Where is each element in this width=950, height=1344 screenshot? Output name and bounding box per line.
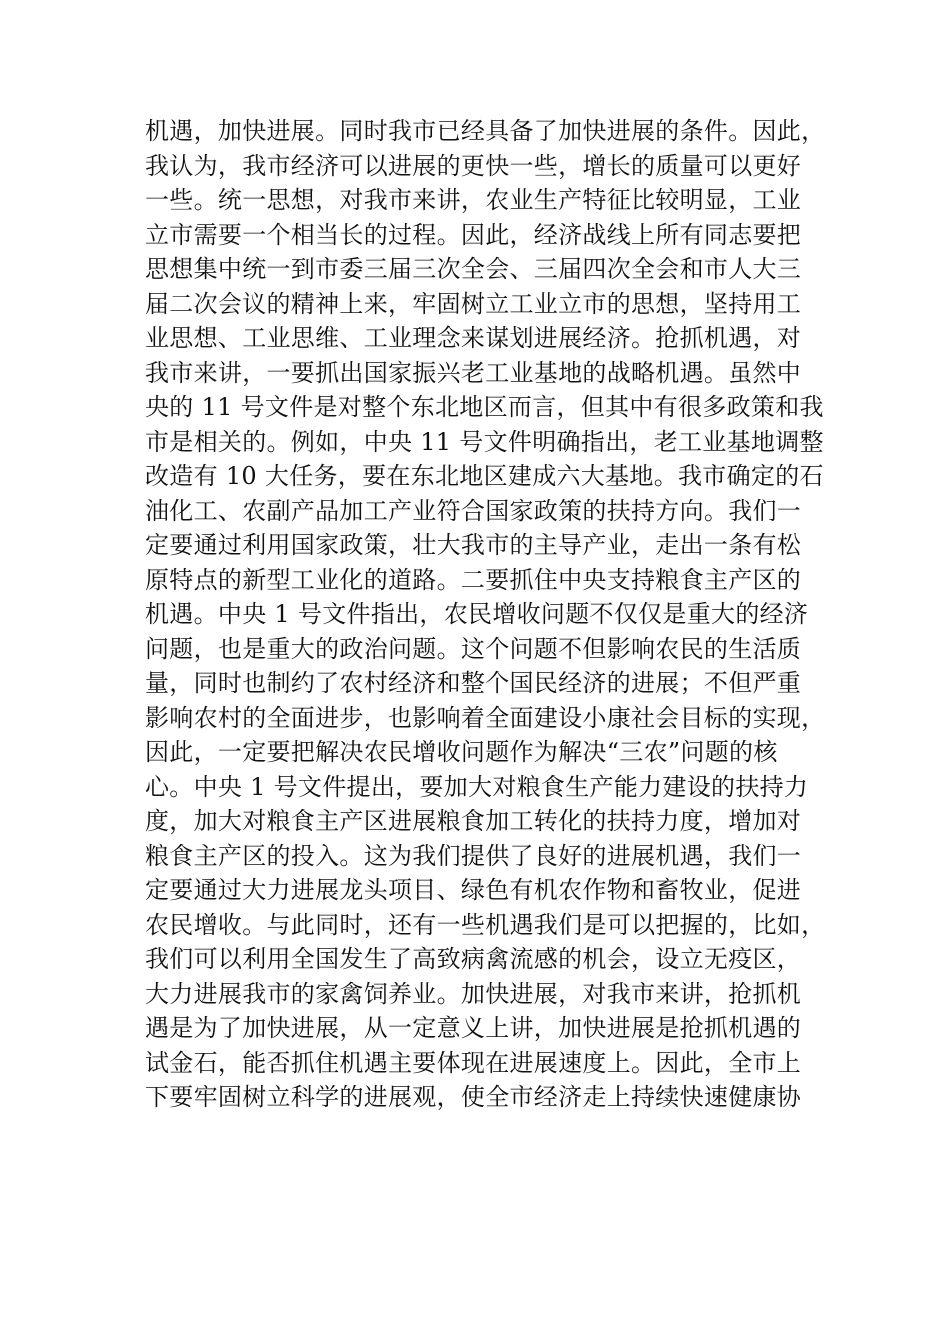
text-line: 量，同时也制约了农村经济和整个国民经济的进展；不但严重 xyxy=(145,669,802,697)
text-line: 思想集中统一到市委三届三次全会、三届四次全会和市人大三 xyxy=(145,255,802,283)
text-line: 下要牢固树立科学的进展观，使全市经济走上持续快速健康协 xyxy=(145,1083,802,1111)
text-line: 影响农村的全面进步，也影响着全面建设小康社会目标的实现， xyxy=(145,703,826,732)
text-line: 我市来讲，一要抓出国家振兴老工业基地的战略机遇。虽然中 xyxy=(145,358,802,387)
text-line: 一些。统一思想，对我市来讲，农业生产特征比较明显，工业 xyxy=(145,186,802,214)
text-line: 立市需要一个相当长的过程。因此，经济战线上所有同志要把 xyxy=(145,220,802,249)
text-line: 原特点的新型工业化的道路。二要抓住中央支持粮食主产区的 xyxy=(145,565,802,594)
text-line: 市是相关的。例如，中央 11 号文件明确指出，老工业基地调整 xyxy=(145,427,824,456)
body-text xyxy=(145,114,826,1115)
text-line: 机遇。中央 1 号文件指出，农民增收问题不仅仅是重大的经济 xyxy=(145,600,809,628)
text-line: 心。中央 1 号文件提出，要加大对粮食生产能力建设的扶持力 xyxy=(145,772,809,801)
text-line: 届二次会议的精神上来，牢固树立工业立市的思想，坚持用工 xyxy=(145,289,802,318)
text-line: 农民增收。与此同时，还有一些机遇我们是可以把握的，比如， xyxy=(145,910,826,939)
text-line: 遇是为了加快进展，从一定意义上讲，加快进展是抢抓机遇的 xyxy=(145,1014,802,1042)
text-line: 问题，也是重大的政治问题。这个问题不但影响农民的生活质 xyxy=(145,634,802,663)
text-line: 定要通过利用国家政策，壮大我市的主导产业，走出一条有松 xyxy=(145,531,802,559)
text-line: 油化工、农副产品加工产业符合国家政策的扶持方向。我们一 xyxy=(145,496,802,525)
text-line: 试金石，能否抓住机遇主要体现在进展速度上。因此，全市上 xyxy=(145,1048,802,1077)
text-line: 大力进展我市的家禽饲养业。加快进展，对我市来讲，抢抓机 xyxy=(145,979,802,1008)
text-line: 机遇，加快进展。同时我市已经具备了加快进展的条件。因此， xyxy=(145,117,826,145)
text-line: 改造有 10 大任务，要在东北地区建成六大基地。我市确定的石 xyxy=(145,462,824,490)
text-line: 度，加大对粮食主产区进展粮食加工转化的扶持力度，增加对 xyxy=(145,807,802,835)
text-line: 央的 11 号文件是对整个东北地区而言，但其中有很多政策和我 xyxy=(145,393,824,421)
text-line: 我们可以利用全国发生了高致病禽流感的机会，设立无疫区， xyxy=(145,945,802,973)
text-line: 业思想、工业思维、工业理念来谋划进展经济。抢抓机遇，对 xyxy=(145,324,802,352)
text-line: 我认为，我市经济可以进展的更快一些，增长的质量可以更好 xyxy=(145,151,802,180)
text-line: 因此，一定要把解决农民增收问题作为解决“三农”问题的核 xyxy=(145,738,778,766)
text-line: 粮食主产区的投入。这为我们提供了良好的进展机遇，我们一 xyxy=(145,841,802,870)
text-line: 定要通过大力进展龙头项目、绿色有机农作物和畜牧业，促进 xyxy=(145,876,802,904)
